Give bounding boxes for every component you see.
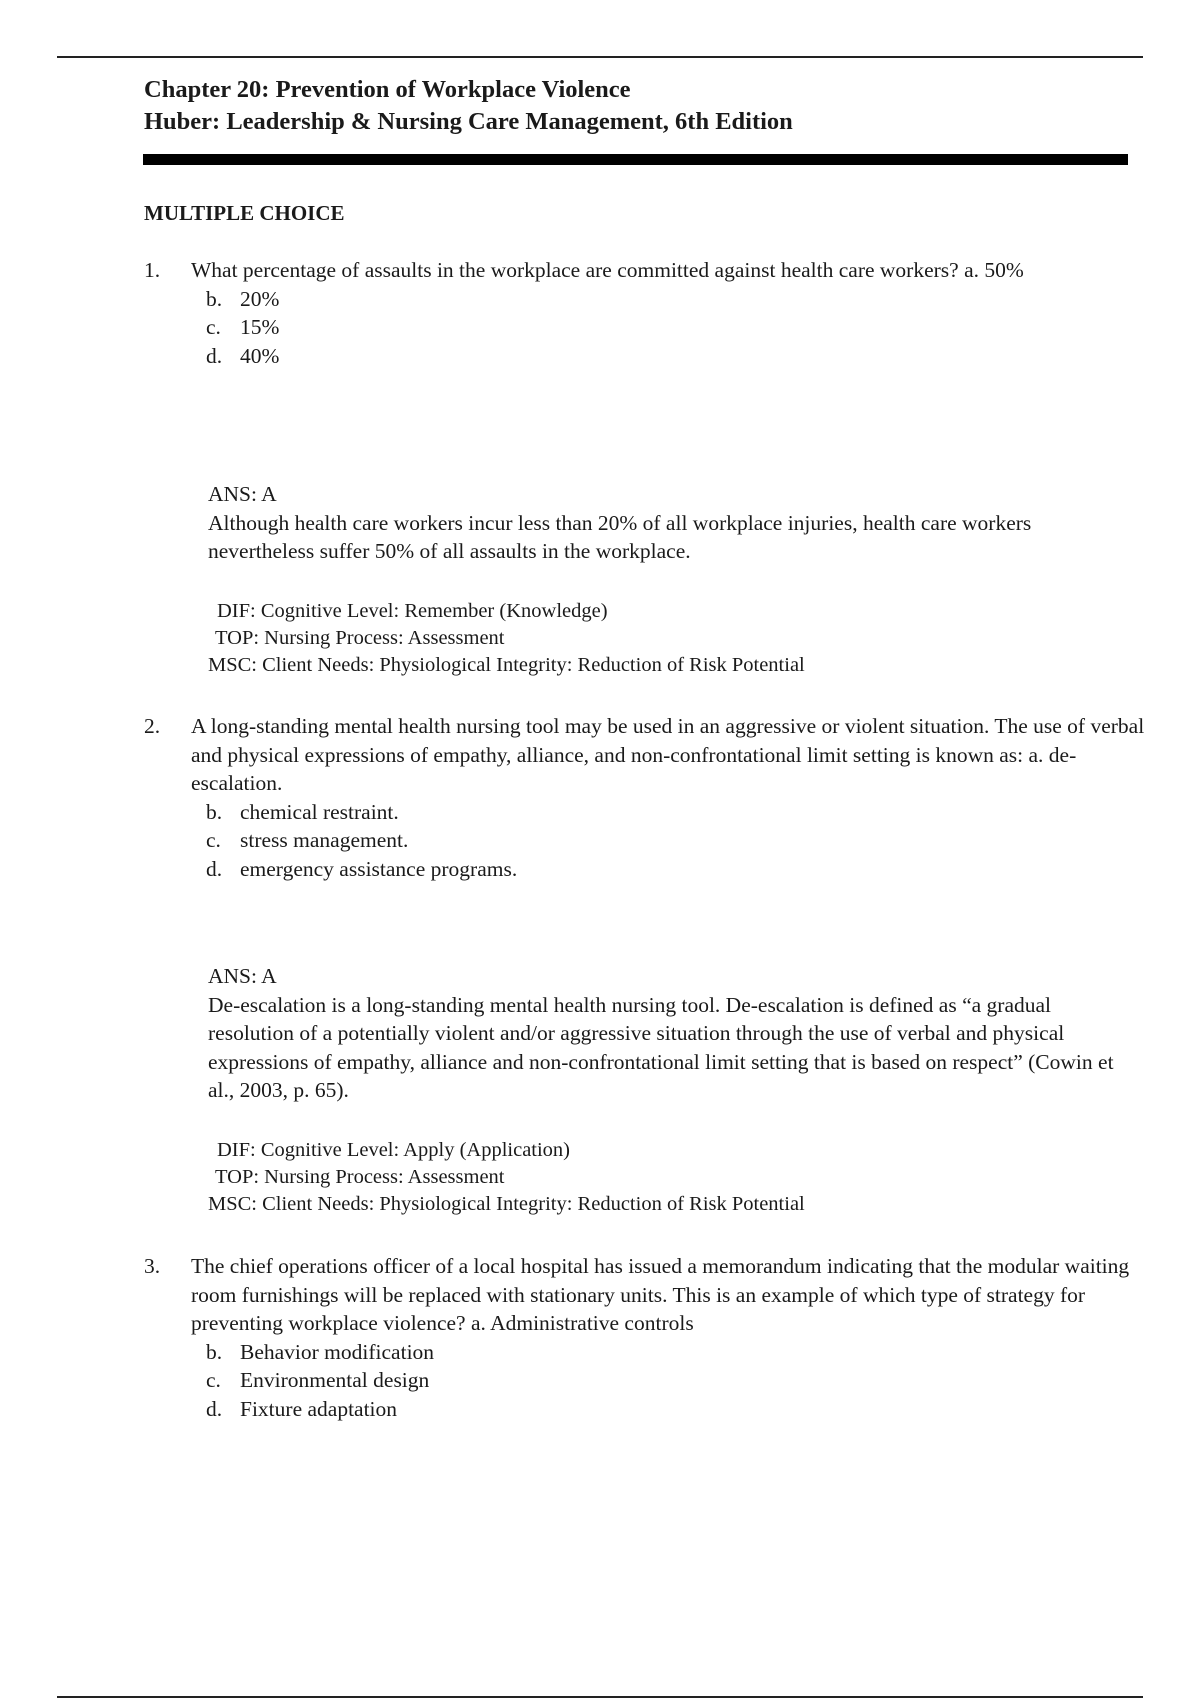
option-list bbox=[206, 285, 1134, 371]
topic: TOP: Nursing Process: Assessment bbox=[215, 1166, 505, 1188]
option-b bbox=[206, 285, 1134, 314]
option-letter: d. bbox=[206, 343, 223, 368]
option-c bbox=[206, 1366, 1134, 1395]
answer-key: ANS: A bbox=[208, 964, 277, 988]
option-letter: d. bbox=[206, 1396, 223, 1421]
option-text: 15% bbox=[240, 315, 280, 339]
option-letter: c. bbox=[206, 828, 221, 852]
option-d bbox=[206, 1395, 1134, 1424]
answer-block-2 bbox=[208, 962, 1138, 1105]
option-text: emergency assistance programs. bbox=[240, 856, 518, 881]
question-stem: What percentage of assaults in the workplace are committed against health care workers? a. 50% bbox=[191, 258, 1024, 282]
option-text: Behavior modification bbox=[240, 1339, 435, 1364]
document-header bbox=[144, 74, 793, 138]
question-2 bbox=[144, 712, 1145, 883]
option-text: Fixture adaptation bbox=[240, 1396, 398, 1421]
bottom-divider bbox=[57, 1696, 1143, 1698]
question-stem: A long-standing mental health nursing tool may be used in an aggressive or violent situation. The use of verbal and physical expressions of empathy, alliance, and non-confrontational limit setting is known as: a. de-escalation. bbox=[191, 714, 1145, 795]
option-c bbox=[206, 826, 1134, 855]
option-text: 20% bbox=[240, 286, 280, 311]
option-letter: b. bbox=[206, 1339, 223, 1364]
topic: TOP: Nursing Process: Assessment bbox=[215, 627, 505, 649]
option-text: chemical restraint. bbox=[240, 799, 399, 824]
option-list bbox=[206, 798, 1134, 884]
rationale: Although health care workers incur less than 20% of all workplace injuries, health care workers nevertheless suffer 50% of all assaults in the workplace. bbox=[208, 510, 1032, 563]
option-d bbox=[206, 342, 1134, 371]
chapter-title: Chapter 20: Prevention of Workplace Violence bbox=[144, 76, 631, 103]
difficulty: DIF: Cognitive Level: Apply (Application) bbox=[217, 1139, 571, 1161]
top-divider bbox=[57, 56, 1143, 58]
client-needs: MSC: Client Needs: Physiological Integrity: Reduction of Risk Potential bbox=[208, 1193, 805, 1215]
option-letter: c. bbox=[206, 315, 221, 339]
answer-key: ANS: A bbox=[208, 482, 277, 506]
option-letter: d. bbox=[206, 856, 223, 881]
metadata-2 bbox=[208, 1137, 805, 1218]
option-b bbox=[206, 1338, 1134, 1367]
section-heading: MULTIPLE CHOICE bbox=[144, 201, 345, 225]
question-number: 1. bbox=[144, 258, 161, 282]
header-bar bbox=[143, 154, 1128, 165]
question-stem: The chief operations officer of a local hospital has issued a memorandum indicating that the modular waiting room furnishings will be replaced with stationary units. This is an example of which type of strategy for preventing workplace violence? a. Administrative controls bbox=[191, 1254, 1130, 1335]
option-list bbox=[206, 1338, 1134, 1424]
option-letter: c. bbox=[206, 1368, 221, 1392]
metadata-1 bbox=[208, 598, 805, 679]
question-number: 3. bbox=[144, 1254, 161, 1278]
client-needs: MSC: Client Needs: Physiological Integrity: Reduction of Risk Potential bbox=[208, 654, 805, 676]
book-title: Huber: Leadership & Nursing Care Management, 6th Edition bbox=[144, 108, 793, 135]
answer-block-1 bbox=[208, 480, 1138, 566]
option-letter: b. bbox=[206, 799, 223, 824]
option-text: Environmental design bbox=[240, 1368, 430, 1392]
option-c bbox=[206, 313, 1134, 342]
option-text: 40% bbox=[240, 343, 280, 368]
option-d bbox=[206, 855, 1134, 884]
question-number: 2. bbox=[144, 714, 161, 738]
option-text: stress management. bbox=[240, 828, 409, 852]
option-b bbox=[206, 798, 1134, 827]
option-letter: b. bbox=[206, 286, 223, 311]
question-1 bbox=[144, 256, 1134, 370]
difficulty: DIF: Cognitive Level: Remember (Knowledge) bbox=[217, 600, 608, 622]
question-3 bbox=[144, 1252, 1134, 1423]
rationale: De-escalation is a long-standing mental health nursing tool. De-escalation is defined as “a gradual resolution of a potentially violent and/or aggressive situation through the use of verbal and physical expressions of empathy, alliance and non-confrontational limit setting that is based on respect” (Cowin et al., 2003, p. 65). bbox=[208, 992, 1114, 1102]
